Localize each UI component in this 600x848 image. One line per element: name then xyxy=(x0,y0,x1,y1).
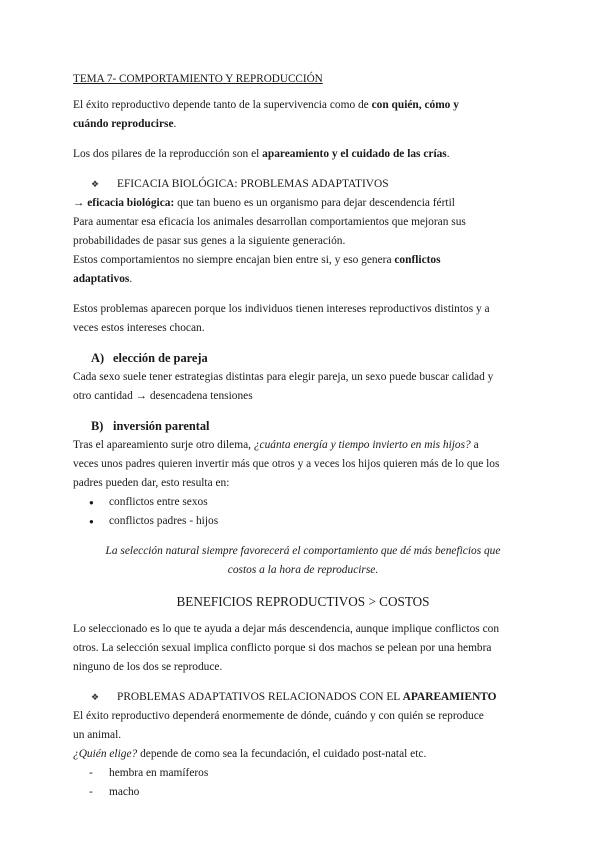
section-heading-text xyxy=(117,688,497,707)
paragraph-italic: ¿Quién elige? xyxy=(73,748,138,760)
pillars-bold: apareamiento y el cuidado de las crías xyxy=(262,148,447,160)
paragraph-text: a xyxy=(470,439,479,451)
list-item-text: conflictos padres - hijos xyxy=(109,515,219,527)
section-eficacia-heading xyxy=(73,175,533,194)
intro-text: El éxito reproductivo depende tanto de la supervivencia como de xyxy=(73,99,372,111)
page-title: TEMA 7- COMPORTAMIENTO Y REPRODUCCIÓN xyxy=(73,73,323,85)
list-item xyxy=(73,512,533,531)
pillars-period: . xyxy=(446,148,450,160)
paragraph-line: Lo seleccionado es lo que te ayuda a dejar más descendencia, aunque implique conflictos con xyxy=(73,623,500,635)
subheading-inversion xyxy=(73,417,533,436)
subheading-letter: B) xyxy=(91,419,104,433)
subheading-letter: A) xyxy=(91,351,105,365)
definition-line xyxy=(73,194,533,213)
intro-line-1 xyxy=(73,96,533,115)
paragraph-line: ninguno de los dos se reproduce. xyxy=(73,661,223,673)
intro-bold-2: cuándo reproducirse xyxy=(73,118,174,130)
list-item xyxy=(73,783,533,802)
list-item-text: hembra en mamíferos xyxy=(109,767,209,779)
dash-bullet-icon: - xyxy=(89,786,93,798)
quote-line: La selección natural siempre favorecerá el comportamiento que dé más beneficios que xyxy=(105,545,501,557)
bullet-dot-icon: ● xyxy=(89,498,94,507)
paragraph-line xyxy=(73,745,533,764)
paragraph-line: Para aumentar esa eficacia los animales desarrollan comportamientos que mejoran sus xyxy=(73,216,466,228)
subheading-eleccion xyxy=(73,349,533,368)
center-heading: BENEFICIOS REPRODUCTIVOS > COSTOS xyxy=(176,594,430,609)
diamond-bullet-icon: ❖ xyxy=(91,179,100,189)
arrow-icon: → xyxy=(73,197,88,209)
intro-bold: con quién, cómo y xyxy=(371,99,459,111)
italic-quote xyxy=(73,542,533,580)
paragraph-line: probabilidades de pasar sus genes a la siguiente generación. xyxy=(73,235,346,247)
paragraph-line: El éxito reproductivo dependerá enormemente de dónde, cuándo y con quién se reproduce xyxy=(73,710,484,722)
list-item xyxy=(73,764,533,783)
paragraph-bold: adaptativos xyxy=(73,273,130,285)
paragraph-text: Estos comportamientos no siempre encajan bien entre si, y eso genera xyxy=(73,254,395,266)
paragraph-text: Tras el apareamiento surje otro dilema, xyxy=(73,439,254,451)
subheading-text: elección de pareja xyxy=(113,351,208,365)
paragraph-bold: conflictos xyxy=(394,254,441,266)
paragraph-line: veces unos padres quieren invertir más que otros y a veces los hijos quieren más de lo que los xyxy=(73,458,500,470)
definition-term: eficacia biológica: xyxy=(87,197,175,209)
section-heading-text: EFICACIA BIOLÓGICA: PROBLEMAS ADAPTATIVOS xyxy=(117,178,389,190)
section-apareamiento-heading xyxy=(73,688,533,707)
list-item-text: macho xyxy=(109,786,140,798)
bullet-dot-icon: ● xyxy=(89,517,94,526)
paragraph-italic: ¿cuánta energía y tiempo invierto en mis hijos? xyxy=(253,439,471,451)
paragraph-line: padres pueden dar, esto resulta en: xyxy=(73,477,230,489)
paragraph-line: Cada sexo suele tener estrategias distintas para elegir pareja, un sexo puede buscar calidad y xyxy=(73,371,494,383)
subheading-text: inversión parental xyxy=(113,419,210,433)
document-page xyxy=(73,70,533,802)
diamond-bullet-icon: ❖ xyxy=(91,692,100,702)
list-item-text: conflictos entre sexos xyxy=(109,496,208,508)
pillars-paragraph xyxy=(73,145,533,164)
paragraph-line: otros. La selección sexual implica conflicto porque si dos machos se pelean por una hembra xyxy=(73,642,492,654)
paragraph-line: veces estos intereses chocan. xyxy=(73,322,205,334)
pillars-text: Los dos pilares de la reproducción son el xyxy=(73,148,263,160)
intro-period: . xyxy=(173,118,177,130)
definition-text: que tan bueno es un organismo para dejar descendencia fértil xyxy=(174,197,455,209)
paragraph-line: otro cantidad → desencadena tensiones xyxy=(73,390,253,402)
section-heading-bold: APAREAMIENTO xyxy=(402,691,497,703)
paragraph-line: un animal. xyxy=(73,729,122,741)
paragraph-line: Estos problemas aparecen porque los individuos tienen intereses reproductivos distintos y a xyxy=(73,303,490,315)
paragraph-line xyxy=(73,251,533,270)
paragraph-line xyxy=(73,270,533,289)
section-heading-part: PROBLEMAS ADAPTATIVOS RELACIONADOS CON EL xyxy=(117,691,403,703)
intro-line-2 xyxy=(73,115,533,134)
dash-bullet-icon: - xyxy=(89,767,93,779)
paragraph-line xyxy=(73,436,533,455)
paragraph-text: depende de como sea la fecundación, el cuidado post-natal etc. xyxy=(137,748,427,760)
list-item xyxy=(73,493,533,512)
quote-line: costos a la hora de reproducirse. xyxy=(227,564,379,576)
paragraph-period: . xyxy=(129,273,133,285)
